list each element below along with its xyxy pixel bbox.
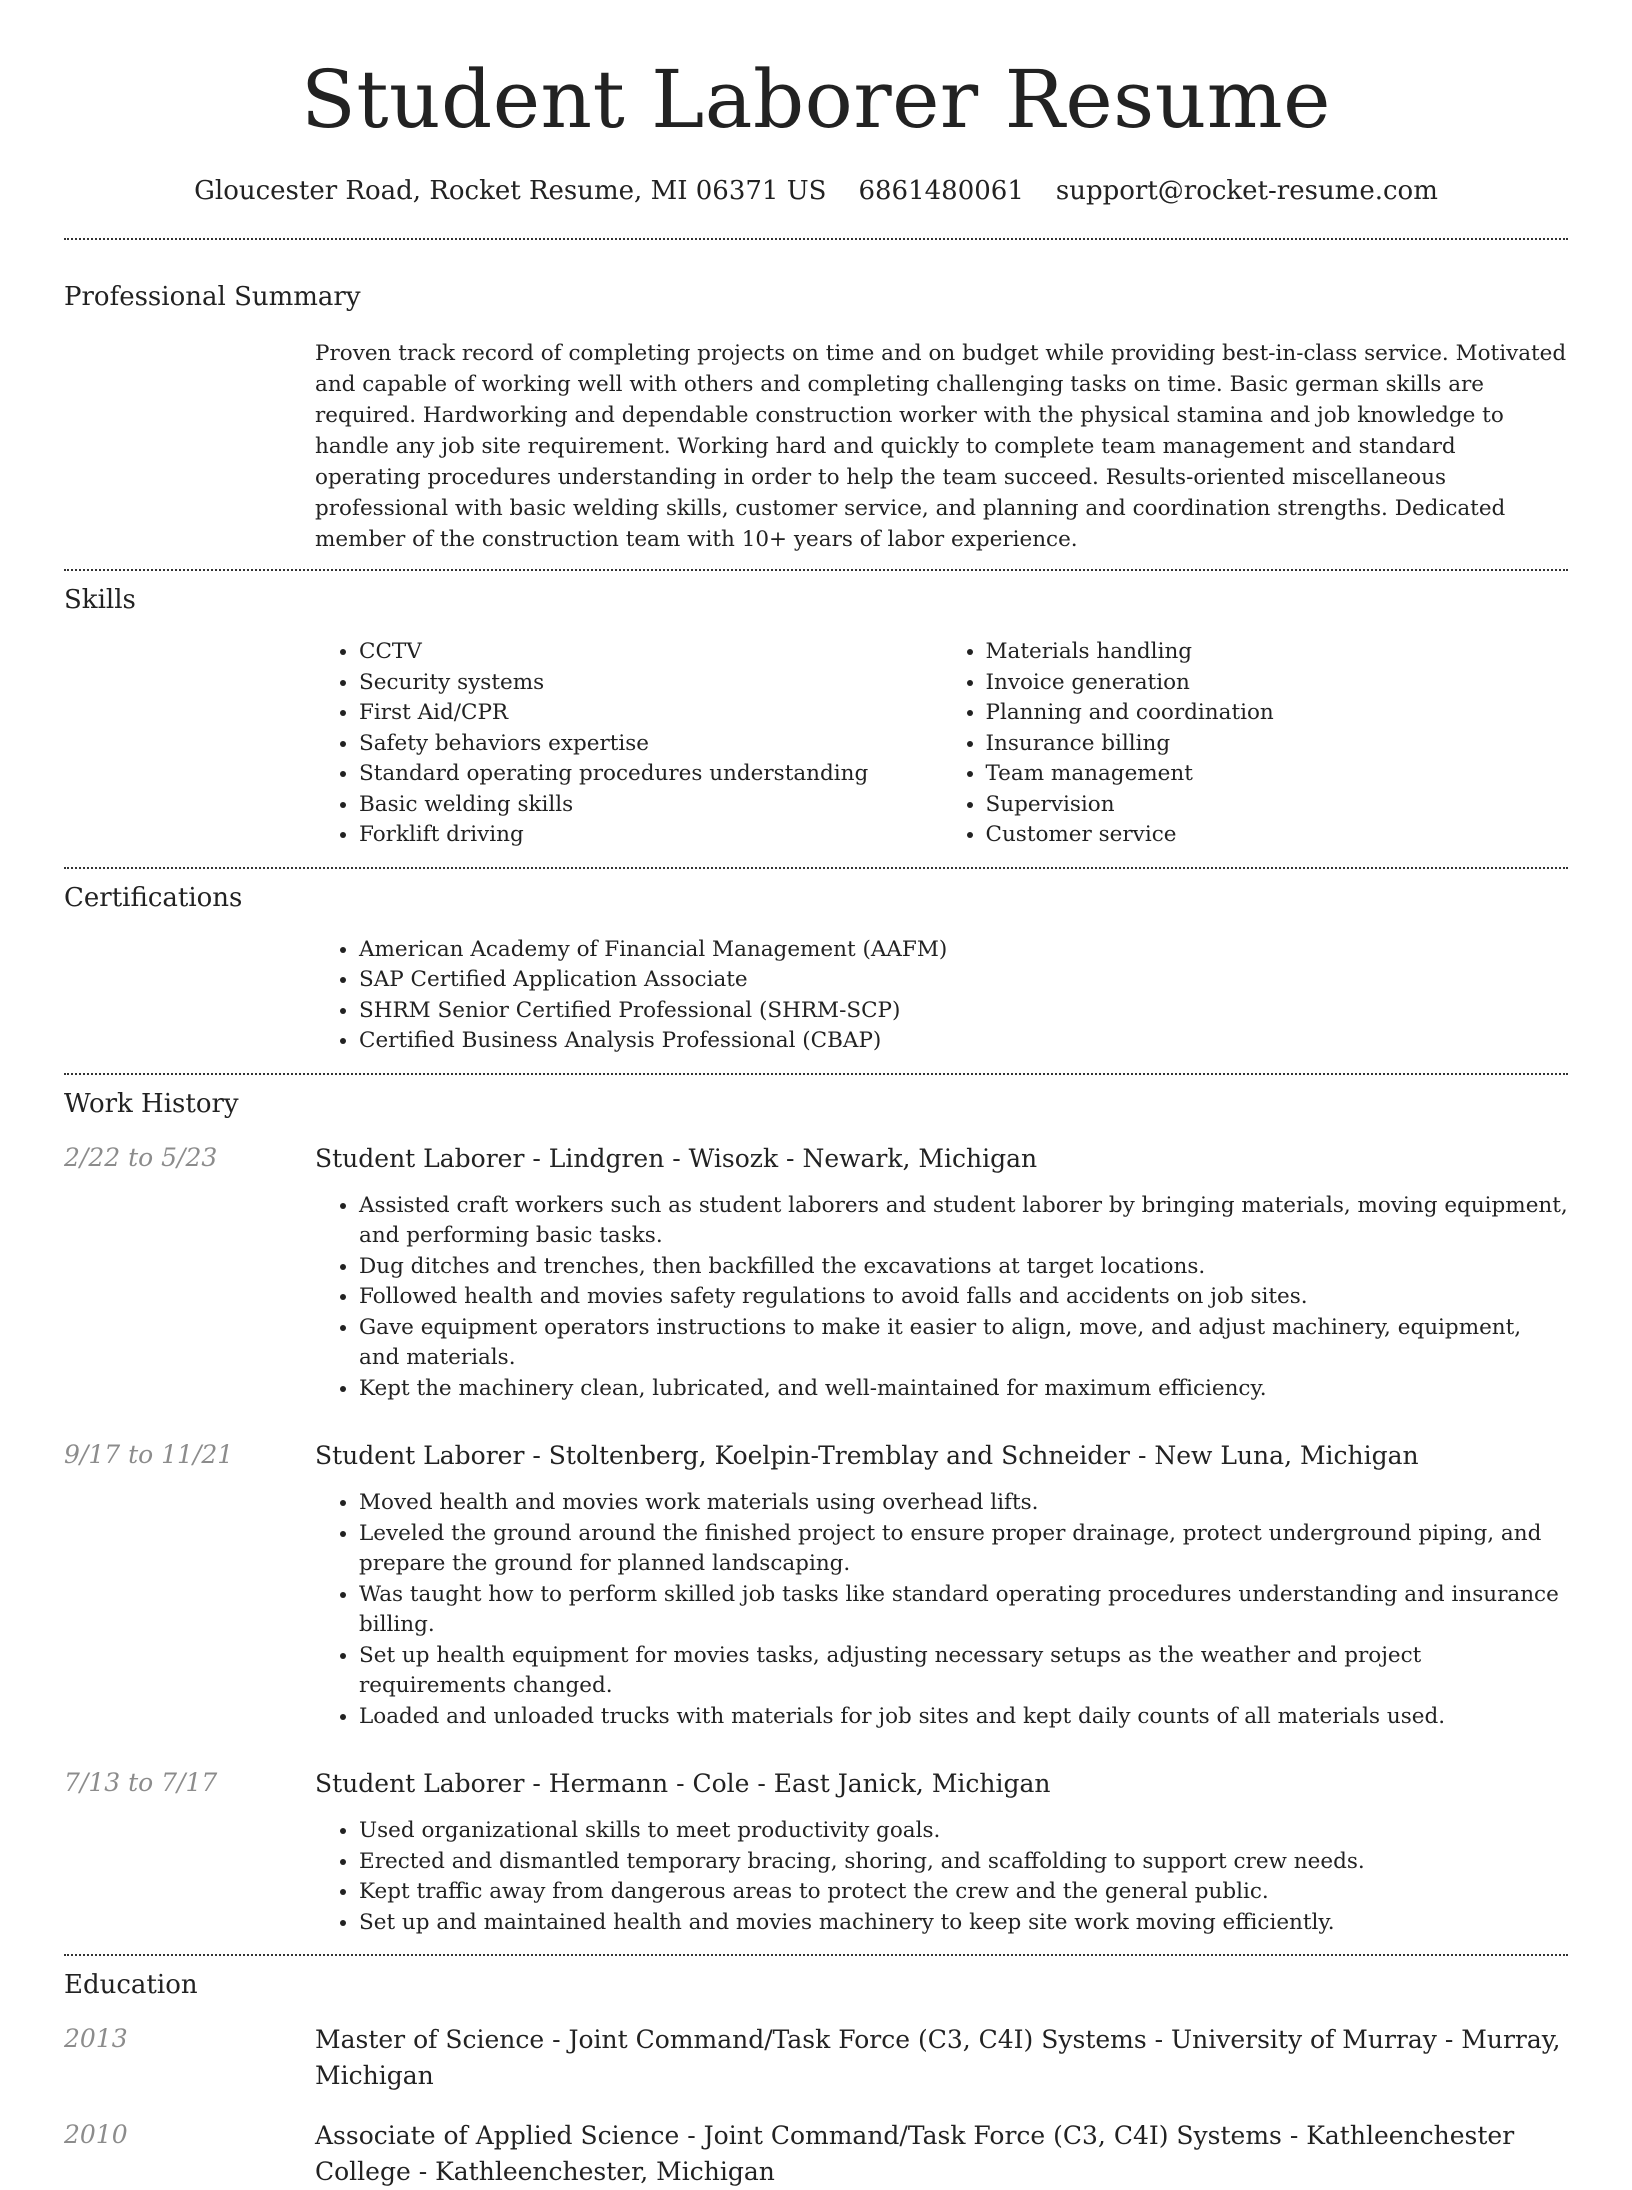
section-divider bbox=[64, 1954, 1568, 1956]
list-item: • SAP Certified Application Associate bbox=[359, 965, 1568, 996]
skills-list-right bbox=[942, 637, 1569, 851]
section-divider bbox=[64, 867, 1568, 869]
list-item: • Used organizational skills to meet productivity goals. bbox=[359, 1816, 1568, 1847]
job-bullets bbox=[315, 1816, 1568, 1938]
list-item: • First Aid/CPR bbox=[359, 698, 942, 729]
education-year: 2010 bbox=[64, 2120, 128, 2149]
education-title: Associate of Applied Science - Joint Command/Task Force (C3, C4I) Systems - Kathleenchester College - Kathleenchester, Michigan bbox=[315, 2121, 1515, 2186]
list-item: • CCTV bbox=[359, 637, 942, 668]
education-heading: Education bbox=[64, 1970, 198, 2000]
list-item: • Certified Business Analysis Professional (CBAP) bbox=[359, 1026, 1568, 1057]
list-item: • American Academy of Financial Management (AAFM) bbox=[359, 935, 1568, 966]
contact-phone: 6861480061 bbox=[858, 176, 1024, 206]
job-bullets bbox=[315, 1488, 1568, 1732]
job-title: Student Laborer - Hermann - Cole - East Janick, Michigan bbox=[315, 1769, 1051, 1798]
list-item: • Leveled the ground around the finished project to ensure proper drainage, protect underground piping, and prepare the ground for planned landscaping. bbox=[359, 1519, 1568, 1580]
job-entry bbox=[64, 1766, 1568, 1938]
list-item: • Team management bbox=[986, 759, 1569, 790]
job-title: Student Laborer - Stoltenberg, Koelpin-Tremblay and Schneider - New Luna, Michigan bbox=[315, 1441, 1419, 1470]
list-item: • Basic welding skills bbox=[359, 790, 942, 821]
list-item: • Gave equipment operators instructions to make it easier to align, move, and adjust machinery, equipment, and materials. bbox=[359, 1313, 1568, 1374]
list-item: • Insurance billing bbox=[986, 729, 1569, 760]
list-item: • Invoice generation bbox=[986, 668, 1569, 699]
job-dates: 2/22 to 5/23 bbox=[64, 1142, 218, 1172]
list-item: • Assisted craft workers such as student laborers and student laborer by bringing materials, moving equipment, and performing basic tasks. bbox=[359, 1191, 1568, 1252]
list-item: • SHRM Senior Certified Professional (SHRM-SCP) bbox=[359, 996, 1568, 1027]
summary-text: Proven track record of completing projects on time and on budget while providing best-in-class service. Motivated and capable of working well with others and completing challenging tasks on time. Basic german skills are required. Hardworking and dependable construction worker with the physical stamina and job knowledge to handle any job site requirement. Working hard and quickly to complete team management and standard operating procedures understanding in order to help the team succeed. Results-oriented miscellaneous professional with basic welding skills, customer service, and planning and coordination strengths. Dedicated member of the construction team with 10+ years of labor experience. bbox=[315, 341, 1567, 552]
certifications-list bbox=[315, 935, 1568, 1057]
skills-list-left bbox=[315, 637, 942, 851]
education-year: 2013 bbox=[64, 2024, 128, 2053]
job-entry bbox=[64, 1141, 1568, 1405]
list-item: • Planning and coordination bbox=[986, 698, 1569, 729]
skills-section bbox=[64, 583, 1568, 851]
page-title: Student Laborer Resume bbox=[301, 53, 1331, 146]
list-item: • Kept the machinery clean, lubricated, and well-maintained for maximum efficiency. bbox=[359, 1374, 1568, 1405]
list-item: • Forklift driving bbox=[359, 820, 942, 851]
job-bullets bbox=[315, 1191, 1568, 1405]
list-item: • Erected and dismantled temporary bracing, shoring, and scaffolding to support crew needs. bbox=[359, 1847, 1568, 1878]
list-item: • Standard operating procedures understanding bbox=[359, 759, 942, 790]
certifications-section bbox=[64, 881, 1568, 1057]
job-dates: 9/17 to 11/21 bbox=[64, 1440, 234, 1469]
summary-heading: Professional Summary bbox=[64, 282, 361, 312]
list-item: • Set up health equipment for movies tasks, adjusting necessary setups as the weather and project requirements changed. bbox=[359, 1641, 1568, 1702]
section-divider bbox=[64, 569, 1568, 571]
resume-page bbox=[64, 0, 1568, 2190]
list-item: • Kept traffic away from dangerous areas to protect the crew and the general public. bbox=[359, 1877, 1568, 1908]
education-entry bbox=[64, 2118, 1568, 2190]
list-item: • Materials handling bbox=[986, 637, 1569, 668]
list-item: • Set up and maintained health and movies machinery to keep site work moving efficiently. bbox=[359, 1908, 1568, 1939]
list-item: • Followed health and movies safety regulations to avoid falls and accidents on job sites. bbox=[359, 1282, 1568, 1313]
work-heading: Work History bbox=[64, 1088, 239, 1119]
skills-heading: Skills bbox=[64, 585, 136, 615]
contact-line bbox=[64, 174, 1568, 208]
list-item: • Dug ditches and trenches, then backfilled the excavations at target locations. bbox=[359, 1252, 1568, 1283]
list-item: • Security systems bbox=[359, 668, 942, 699]
list-item: • Safety behaviors expertise bbox=[359, 729, 942, 760]
education-section bbox=[64, 1968, 1568, 2190]
list-item: • Customer service bbox=[986, 820, 1569, 851]
education-title: Master of Science - Joint Command/Task Force (C3, C4I) Systems - University of Murray - Murray, Michigan bbox=[315, 2025, 1561, 2090]
summary-section bbox=[64, 280, 1568, 555]
list-item: • Was taught how to perform skilled job tasks like standard operating procedures understanding and insurance billing. bbox=[359, 1580, 1568, 1641]
section-divider bbox=[64, 238, 1568, 240]
contact-email: support@rocket-resume.com bbox=[1055, 176, 1438, 206]
list-item: • Loaded and unloaded trucks with materials for job sites and kept daily counts of all materials used. bbox=[359, 1702, 1568, 1733]
education-entry bbox=[64, 2022, 1568, 2094]
job-title: Student Laborer - Lindgren - Wisozk - Newark, Michigan bbox=[315, 1143, 1038, 1173]
certifications-heading: Certifications bbox=[64, 882, 243, 913]
list-item: • Moved health and movies work materials using overhead lifts. bbox=[359, 1488, 1568, 1519]
contact-address: Gloucester Road, Rocket Resume, MI 06371 US bbox=[194, 176, 827, 206]
work-section bbox=[64, 1087, 1568, 1939]
job-dates: 7/13 to 7/17 bbox=[64, 1768, 218, 1797]
list-item: • Supervision bbox=[986, 790, 1569, 821]
section-divider bbox=[64, 1073, 1568, 1075]
job-entry bbox=[64, 1438, 1568, 1732]
